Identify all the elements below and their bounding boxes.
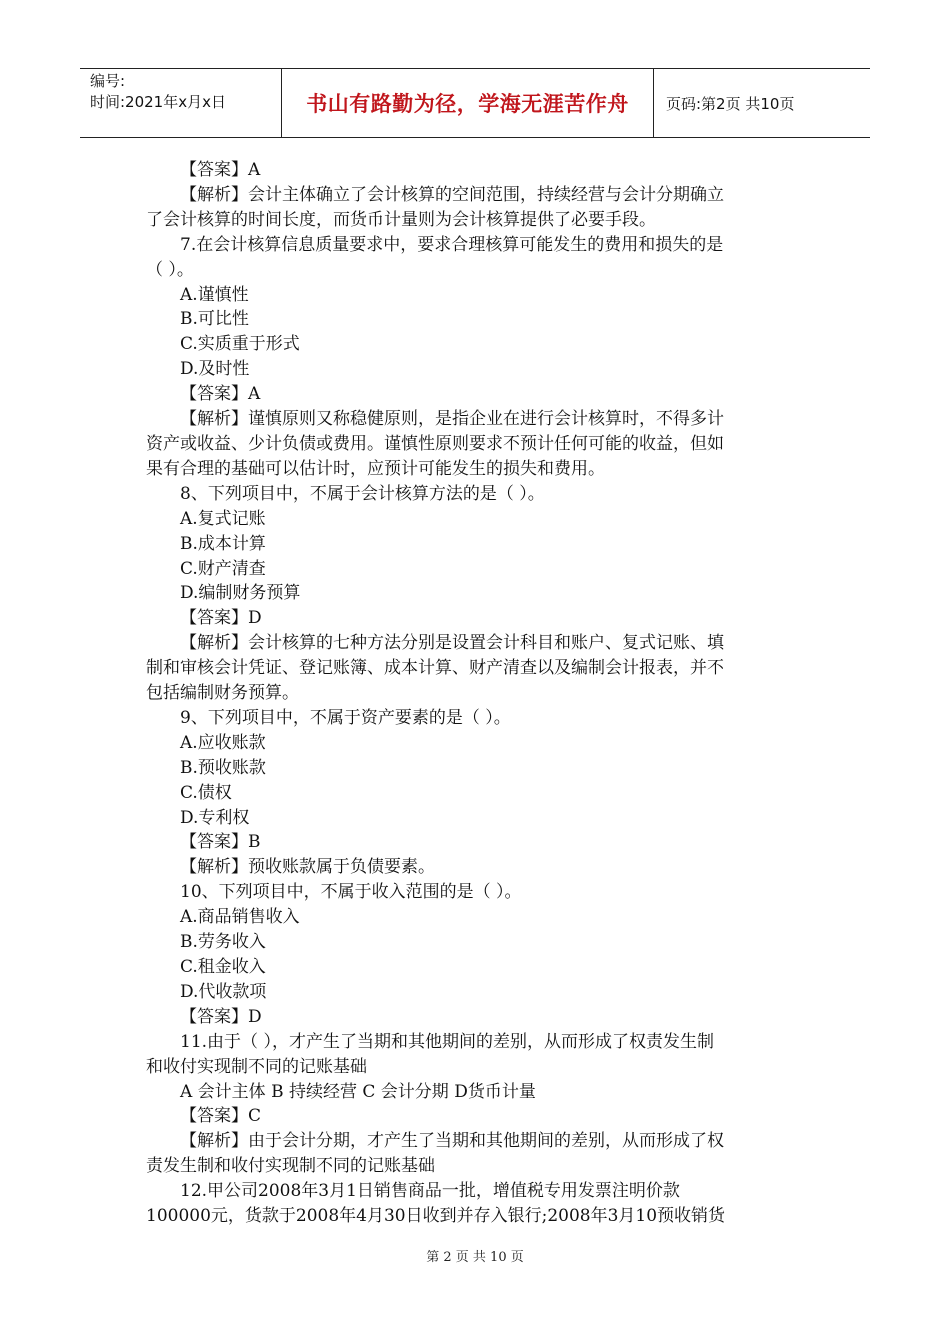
- text-line: 【答案】D: [180, 608, 262, 629]
- text-line: 10、下列项目中，不属于收入范围的是（ ）。: [180, 882, 522, 903]
- text-line: 7.在会计核算信息质量要求中，要求合理核算可能发生的费用和损失的是: [180, 234, 724, 255]
- text-line: 包括编制财务预算。: [146, 683, 299, 704]
- text-line: B.劳务收入: [180, 932, 266, 953]
- text-line: 8、下列项目中，不属于会计核算方法的是（ ）。: [180, 483, 545, 504]
- text-line: A 会计主体 B 持续经营 C 会计分期 D货币计量: [180, 1081, 536, 1102]
- text-line: C.租金收入: [180, 957, 266, 977]
- text-line: A.应收账款: [180, 732, 266, 753]
- document-number-label: 编号:: [90, 72, 126, 90]
- text-line: 100000元，货款于2008年4月30日收到并存入银行;2008年3月10预收销货: [146, 1206, 726, 1227]
- text-line: 【解析】谨慎原则又称稳健原则，是指企业在进行会计核算时，不得多计: [180, 409, 724, 430]
- text-line: 果有合理的基础可以估计时，应预计可能发生的损失和费用。: [146, 458, 605, 479]
- header-left-cell: [80, 69, 282, 137]
- text-line: 【解析】由于会计分期，才产生了当期和其他期间的差别，从而形成了权: [180, 1131, 724, 1152]
- text-line: A.商品销售收入: [180, 907, 300, 928]
- text-line: 12.甲公司2008年3月1日销售商品一批，增值税专用发票注明价款: [180, 1181, 680, 1202]
- text-line: A.谨慎性: [180, 284, 249, 305]
- text-line: 制和审核会计凭证、登记账簿、成本计算、财产清查以及编制会计报表，并不: [146, 658, 724, 679]
- text-line: B.成本计算: [180, 533, 266, 554]
- text-line: （ ）。: [146, 259, 194, 280]
- text-line: C.实质重于形式: [180, 334, 300, 355]
- text-line: 【答案】C: [180, 1106, 262, 1127]
- header-motto: 书山有路勤为径，学海无涯苦作舟: [282, 69, 654, 137]
- page-header: [80, 68, 870, 138]
- text-line: B.预收账款: [180, 757, 266, 778]
- text-line: 责发生制和收付实现制不同的记账基础: [146, 1156, 435, 1177]
- text-line: 【答案】A: [180, 160, 261, 180]
- text-line: 【解析】会计核算的七种方法分别是设置会计科目和账户、复式记账、填: [180, 633, 724, 654]
- text-line: B.可比性: [180, 309, 249, 330]
- text-line: 【解析】会计主体确立了会计核算的空间范围，持续经营与会计分期确立: [180, 184, 724, 205]
- text-line: D.专利权: [180, 807, 250, 828]
- text-line: C.债权: [180, 782, 232, 803]
- text-line: 9、下列项目中，不属于资产要素的是（ ）。: [180, 707, 511, 728]
- header-page-info: 页码:第2页 共10页: [666, 94, 795, 113]
- text-line: 【答案】B: [180, 832, 261, 853]
- text-line: 【答案】A: [180, 384, 261, 405]
- text-line: 了会计核算的时间长度，而货币计量则为会计核算提供了必要手段。: [146, 209, 656, 230]
- text-line: D.代收款项: [180, 981, 267, 1002]
- text-line: C.财产清查: [180, 558, 266, 579]
- text-line: 【解析】预收账款属于负债要素。: [180, 857, 435, 878]
- text-line: 【答案】D: [180, 1006, 262, 1027]
- text-line: D.编制财务预算: [180, 583, 301, 604]
- document-date: 时间:2021年x月x日: [90, 93, 226, 111]
- text-line: D.及时性: [180, 359, 250, 380]
- text-line: 和收付实现制不同的记账基础: [146, 1056, 367, 1077]
- text-line: 11.由于（ ），才产生了当期和其他期间的差别，从而形成了权责发生制: [180, 1031, 714, 1052]
- text-line: A.复式记账: [180, 508, 266, 529]
- page-footer: 第 2 页 共 10 页: [426, 1250, 524, 1265]
- document-body: [146, 158, 798, 1229]
- text-line: 资产或收益、少计负债或费用。谨慎性原则要求不预计任何可能的收益，但如: [146, 433, 724, 454]
